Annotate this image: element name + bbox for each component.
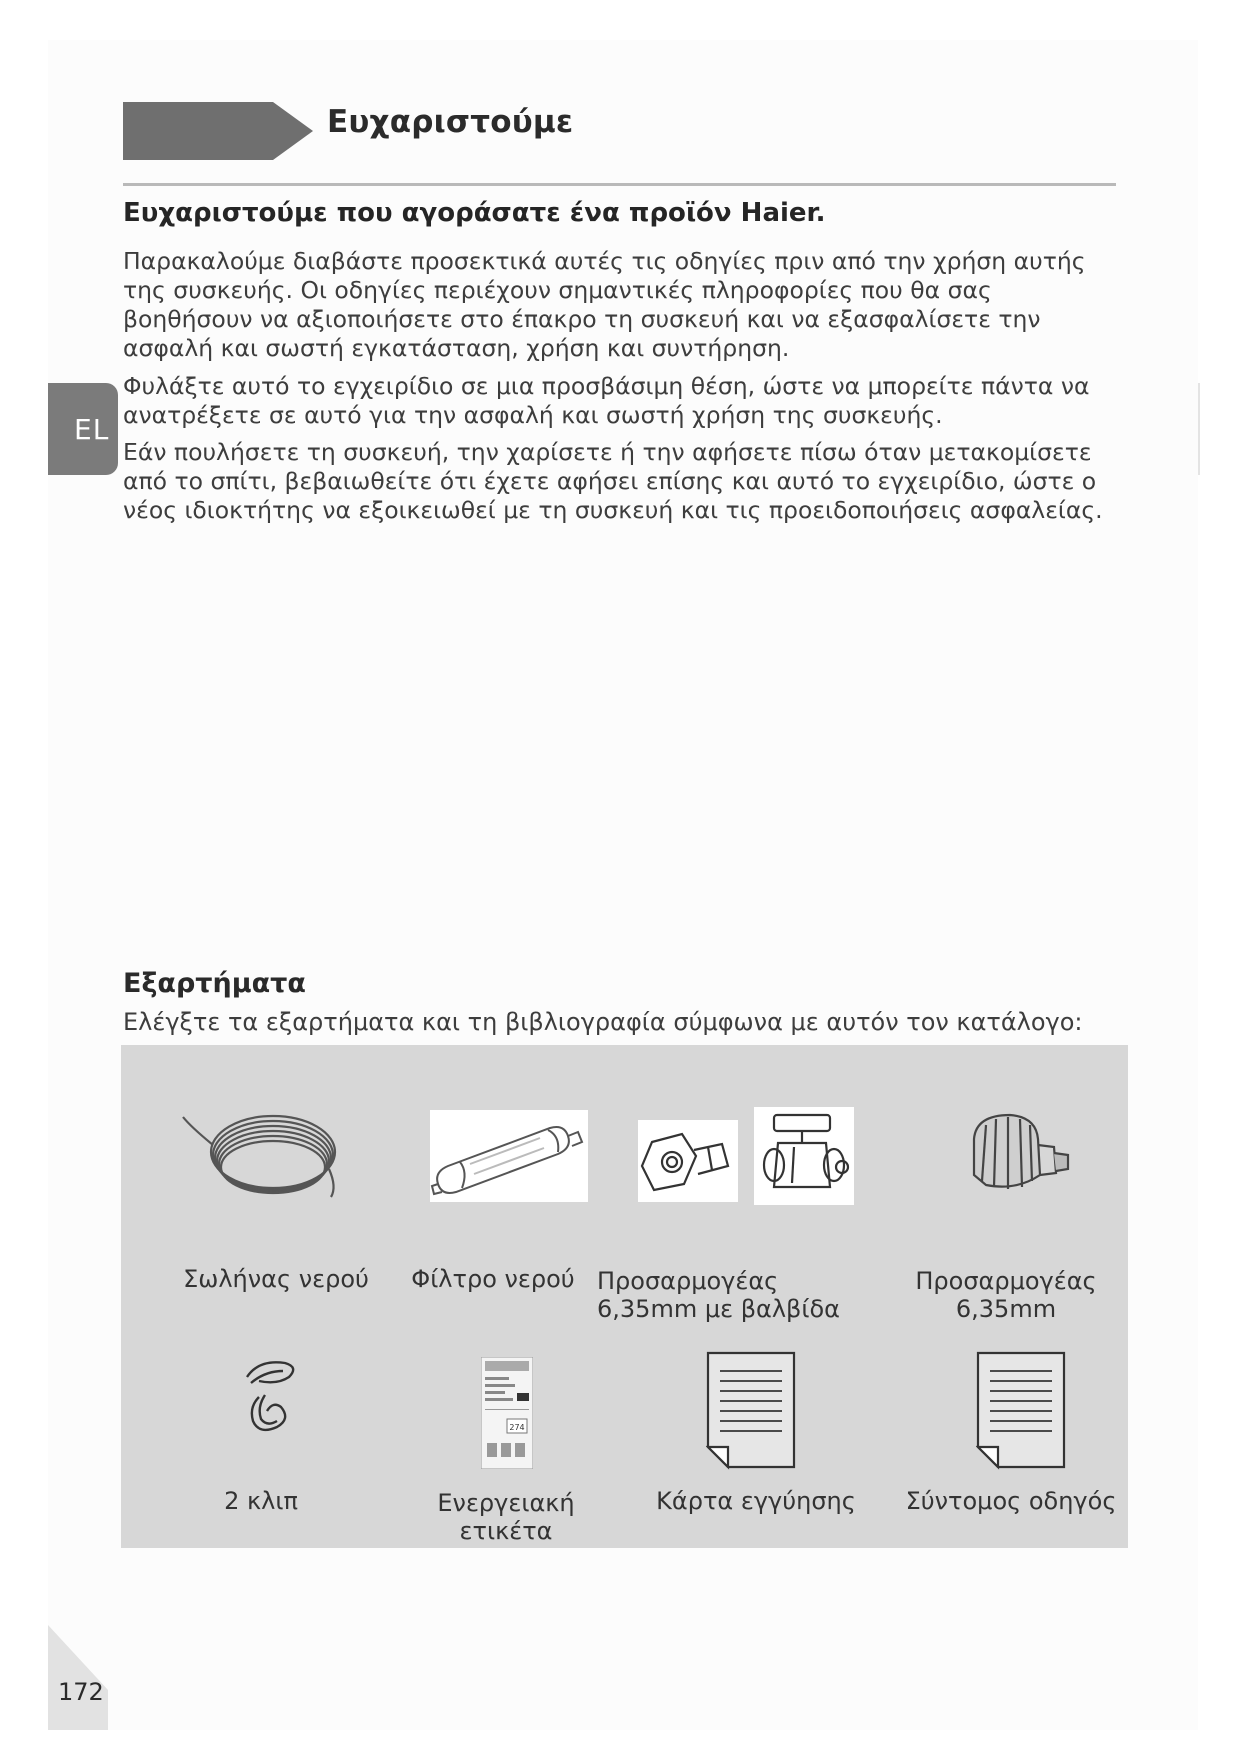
accessory-label: Προσαρμογέας 6,35mm με βαλβίδα	[597, 1267, 840, 1323]
intro-paragraph: Φυλάξτε αυτό το εγχειρίδιο σε μια προσβάσιμη θέση, ώστε να μπορείτε πάντα να ανατρέξετε σε αυτό για την ασφαλή και σωστή χρήση της συσκευής.	[123, 372, 1090, 429]
accessories-subtitle: Ελέγξτε τα εξαρτήματα και τη βιβλιογραφία σύμφωνα με αυτόν τον κατάλογο:	[123, 1008, 1083, 1036]
accessory-label: Φίλτρο νερού	[411, 1265, 575, 1293]
accessory-label: Σωλήνας νερού	[183, 1265, 369, 1293]
page-title: Ευχαριστούμε	[327, 104, 574, 140]
header-arrow-icon	[123, 102, 313, 160]
adapter-valve-icon	[638, 1120, 738, 1202]
page-number: 172	[58, 1678, 104, 1706]
language-code: EL	[74, 413, 110, 446]
accessories-title: Εξαρτήματα	[123, 968, 306, 999]
side-divider	[1198, 383, 1200, 475]
intro-paragraph: Εάν πουλήσετε τη συσκευή, την χαρίσετε ή την αφήσετε πίσω όταν μετακομίσετε από το σπίτι, βεβαιωθείτε ότι έχετε αφήσει επίσης και αυτό το εγχειρίδιο, ώστε ο νέος ιδιοκτήτης να εξοικειωθεί με τη συσκευή και τις προειδοποιήσεις ασφαλείας.	[123, 438, 1103, 524]
warranty-card-icon	[706, 1351, 798, 1471]
adapter-valve-icon	[754, 1107, 854, 1205]
quick-guide-icon	[976, 1351, 1068, 1471]
language-tab	[48, 383, 118, 475]
water-hose-icon	[181, 1097, 341, 1207]
accessory-label: Προσαρμογέας 6,35mm	[915, 1267, 1097, 1323]
adapter-icon	[956, 1105, 1076, 1205]
accessory-label: Ενεργειακή ετικέτα	[437, 1489, 575, 1545]
intro-lead: Ευχαριστούμε που αγοράσατε ένα προϊόν Haier.	[123, 198, 826, 228]
water-filter-icon	[430, 1110, 588, 1202]
intro-paragraph: Παρακαλούμε διαβάστε προσεκτικά αυτές τις οδηγίες πριν από την χρήση αυτής της συσκευής. Οι οδηγίες περιέχουν σημαντικές πληροφορίες που θα σας βοηθήσουν να αξιοποιήσετε στο έπακρο τη συσκευή και να εξασφαλίσετε την ασφαλή και σωστή εγκατάσταση, χρήση και συντήρηση.	[123, 247, 1086, 362]
energy-label-icon	[481, 1357, 533, 1469]
energy-label-value: 274	[509, 1423, 525, 1432]
accessory-label: 2 κλιπ	[224, 1487, 298, 1515]
header-divider	[123, 183, 1116, 186]
accessory-label: Κάρτα εγγύησης	[656, 1487, 856, 1515]
accessories-panel	[121, 1045, 1128, 1548]
accessory-label: Σύντομος οδηγός	[905, 1487, 1117, 1515]
clips-icon	[229, 1355, 309, 1437]
